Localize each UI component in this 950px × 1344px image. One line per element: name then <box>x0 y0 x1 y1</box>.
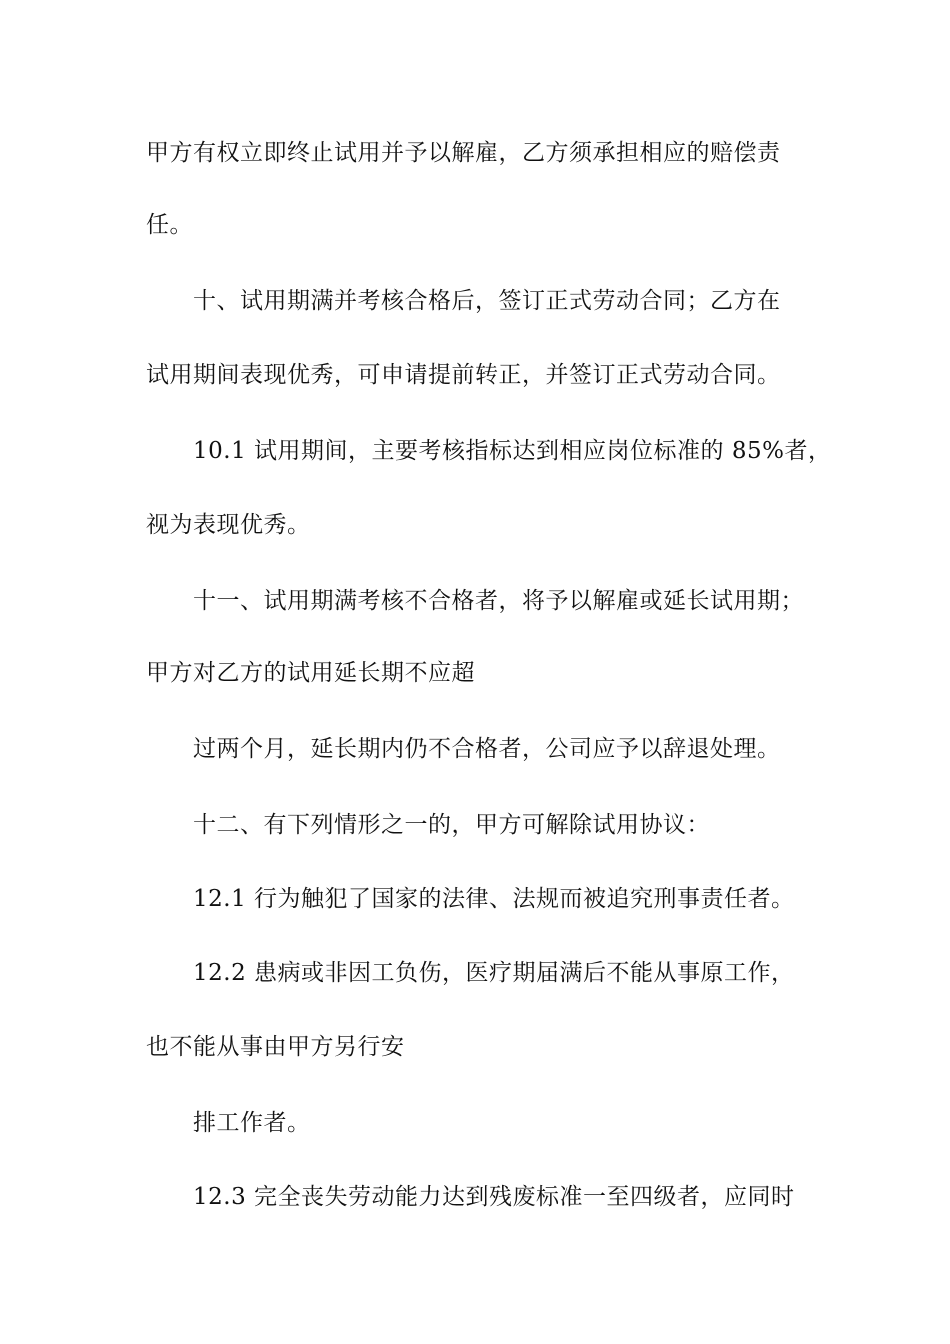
text-line: 排工作者。 <box>193 1110 311 1136</box>
text-line: 视为表现优秀。 <box>146 512 311 538</box>
clause-10-1: 10.1 试用期间，主要考核指标达到相应岗位标准的 85%者， <box>193 438 832 464</box>
clause-12-1: 12.1 行为触犯了国家的法律、法规而被追究刑事责任者。 <box>193 886 795 912</box>
clause-12-3: 12.3 完全丧失劳动能力达到残废标准一至四级者，应同时 <box>193 1184 795 1210</box>
text-line: 甲方对乙方的试用延长期不应超 <box>146 660 475 686</box>
paragraph-eleven-start: 十一、试用期满考核不合格者，将予以解雇或延长试用期； <box>193 588 804 614</box>
text-line: 也不能从事由甲方另行安 <box>146 1034 405 1060</box>
text-line: 过两个月，延长期内仍不合格者，公司应予以辞退处理。 <box>193 736 781 762</box>
clause-12-2: 12.2 患病或非因工负伤，医疗期届满后不能从事原工作， <box>193 960 795 986</box>
text-line: 任。 <box>146 212 193 238</box>
paragraph-ten-start: 十、试用期满并考核合格后，签订正式劳动合同；乙方在 <box>193 288 781 314</box>
text-line: 试用期间表现优秀，可申请提前转正，并签订正式劳动合同。 <box>146 362 781 388</box>
text-line: 甲方有权立即终止试用并予以解雇，乙方须承担相应的赔偿责 <box>146 140 781 166</box>
paragraph-twelve-start: 十二、有下列情形之一的，甲方可解除试用协议： <box>193 812 710 838</box>
